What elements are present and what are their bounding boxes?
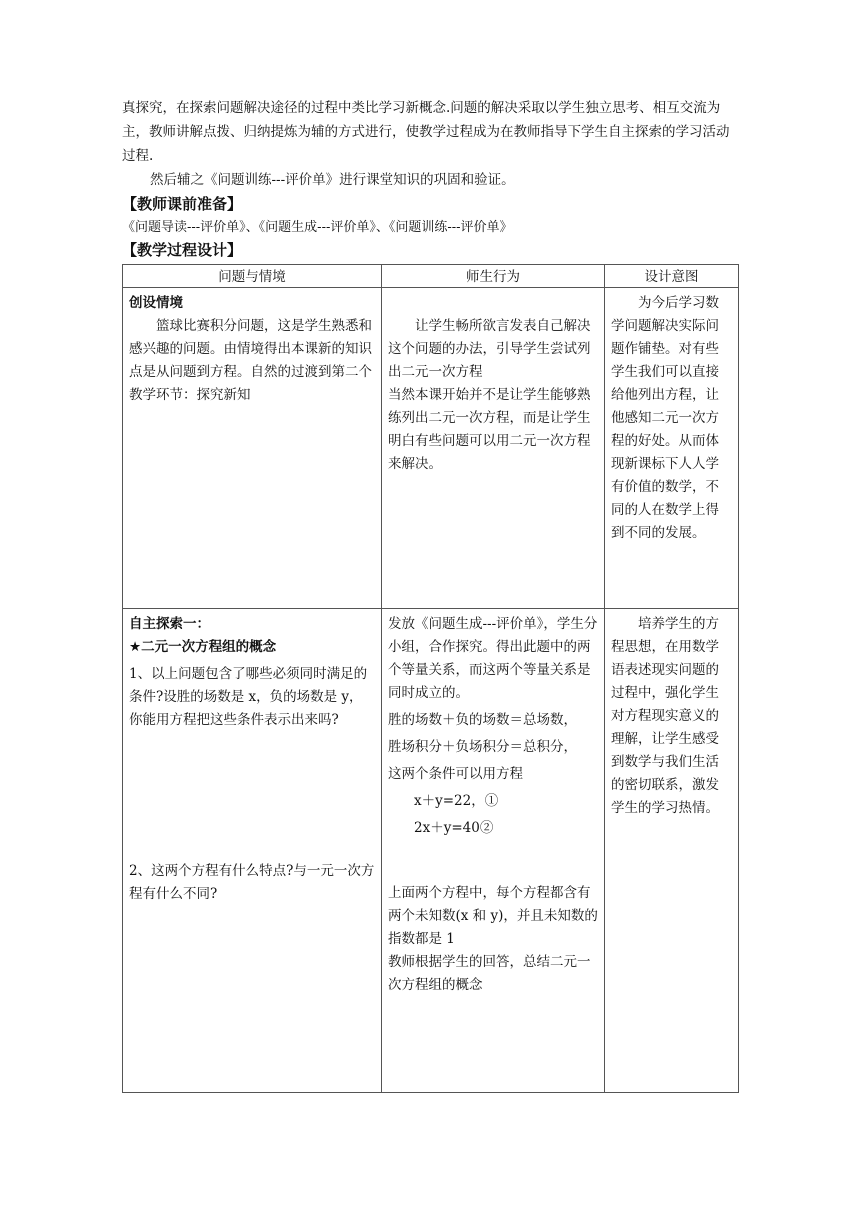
intent-cell [605,609,739,1093]
action-cell [382,609,605,1093]
equation-2: 2x＋y=40② [414,820,494,836]
action-line: 这两个条件可以用方程 [388,766,523,782]
equation-1: x＋y=22，① [414,793,499,809]
teaching-process-table [122,264,739,1093]
question-1: 1、以上问题包含了哪些必须同时满足的条件?设胜的场数是 x，负的场数是 y，你能用方程把这些条件表示出来吗? [129,666,368,728]
intent-text: 为今后学习数学问题解决实际问题作铺垫。对有些学生我们可以直接给他列出方程，让他感知二元一次方程的好处。从而体现新课标下人人学有价值的数学，不同的人在数学上得到不同的发展。 [611,295,719,541]
intent-text: 培养学生的方程思想，在用数学语表述现实问题的过程中，强化学生对方程现实意义的理解，让学生感受到数学与我们生活的密切联系，激发学生的学习热情。 [611,616,719,816]
prep-heading: 【教师课前准备】 [122,195,243,213]
table-row [123,288,739,609]
action-text-2: 当然本课开始并不是让学生能够熟练列出二元一次方程，而是让学生明白有些问题可以用二元一次方程来解决。 [388,387,591,472]
column-header-situation: 问题与情境 [123,265,382,288]
intent-cell [605,288,739,609]
intro-section [122,96,738,192]
process-heading: 【教学过程设计】 [122,241,243,259]
situation-cell [123,609,382,1093]
table-row [123,609,739,1093]
prep-documents: 《问题导读---评价单》、《问题生成---评价单》、《问题训练---评价单》 [122,220,513,235]
action-text-4: 教师根据学生的回答，总结二元一次方程组的概念 [388,954,591,993]
column-header-action: 师生行为 [382,265,605,288]
question-2: 2、这两个方程有什么特点?与一元一次方程有什么不同? [129,863,375,902]
situation-text: 篮球比赛积分问题，这是学生熟悉和感兴趣的问题。由情境得出本课新的知识点是从问题到方程。自然的过渡到第二个教学环节：探究新知 [129,318,372,403]
document-page [122,96,738,1093]
action-line: 胜场积分＋负场积分＝总积分， [388,739,577,755]
table-header-row [123,265,739,288]
situation-title: 自主探索一： [129,616,210,632]
column-header-intent: 设计意图 [605,265,739,288]
action-text-3: 上面两个方程中，每个方程都含有两个未知数(x 和 y)，并且未知数的指数都是 1 [388,885,598,947]
action-cell [382,288,605,609]
situation-title: 创设情境 [129,295,183,311]
action-text: 发放《问题生成---评价单》，学生分小组，合作探究。得出此题中的两个等量关系，而这两个等量关系是同时成立的。 [388,616,598,701]
action-text: 让学生畅所欲言发表自己解决这个问题的办法，引导学生尝试列出二元一次方程 [388,318,591,380]
intro-paragraph-2: 然后辅之《问题训练---评价单》进行课堂知识的巩固和验证。 [150,172,515,188]
action-line: 胜的场数＋负的场数＝总场数， [388,712,577,728]
situation-cell [123,288,382,609]
intro-paragraph: 真探究，在探索问题解决途径的过程中类比学习新概念.问题的解决采取以学生独立思考、相互交流为主，教师讲解点拨、归纳提炼为辅的方式进行，使教学过程成为在教师指导下学生自主探索的学习活动过程. [122,100,730,164]
situation-subtitle: ★二元一次方程组的概念 [129,639,277,655]
